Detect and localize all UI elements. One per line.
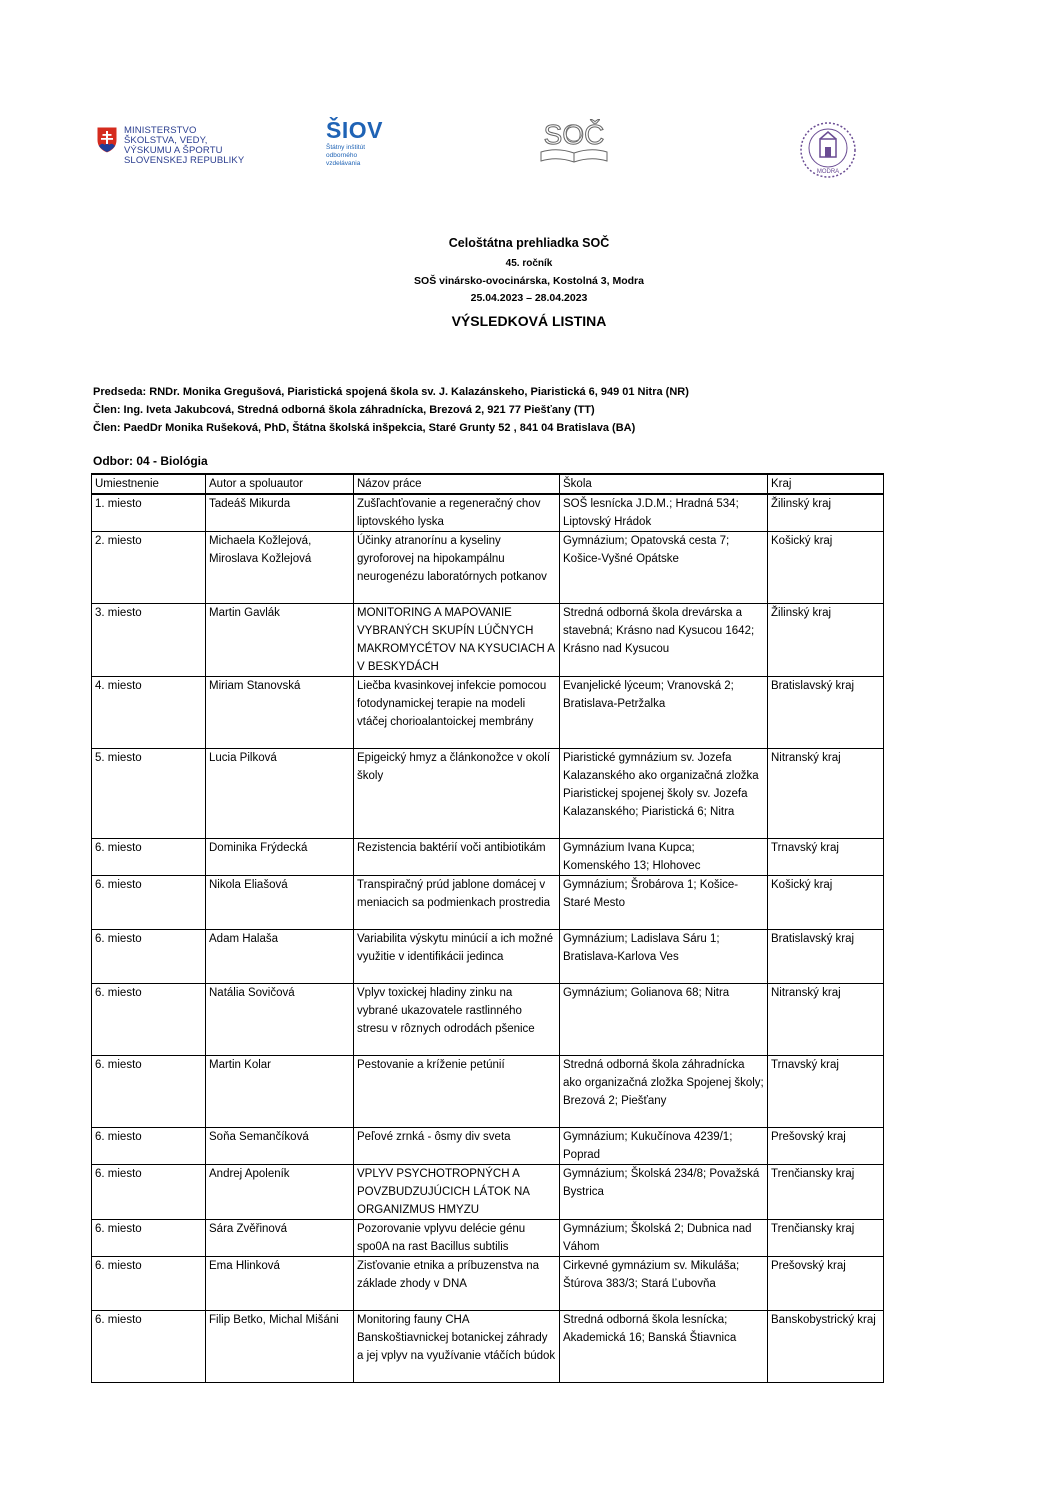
field-label: Odbor: 04 - Biológia xyxy=(93,454,208,468)
event-dates: 25.04.2023 – 28.04.2023 xyxy=(470,292,588,304)
cell-region: Trenčiansky kraj xyxy=(768,1220,884,1257)
cell-school: SOŠ lesnícka J.D.M.; Hradná 534; Liptovský Hrádok xyxy=(560,494,768,532)
cell-region: Košický kraj xyxy=(768,876,884,930)
cell-region: Bratislavský kraj xyxy=(768,930,884,984)
cell-author: Adam Halaša xyxy=(206,930,354,984)
cell-region: Trenčiansky kraj xyxy=(768,1165,884,1220)
siov-title: ŠIOV xyxy=(326,117,383,143)
cell-title: MONITORING A MAPOVANIE VYBRANÝCH SKUPÍN LÚČNYCH MAKROMYCÉTOV NA KYSUCIACH A V BESKYDÁCH xyxy=(354,604,560,677)
cell-title: Vplyv toxickej hladiny zinku na vybrané ukazovatele rastlinného stresu v rôznych odrodách pšenice xyxy=(354,984,560,1056)
table-row xyxy=(92,930,884,984)
cell-region: Trnavský kraj xyxy=(768,839,884,876)
table-row xyxy=(92,1257,884,1311)
cell-region: Prešovský kraj xyxy=(768,1128,884,1165)
cell-place: 6. miesto xyxy=(92,1220,206,1257)
table-row xyxy=(92,1220,884,1257)
results-body xyxy=(92,494,884,1383)
table-row xyxy=(92,1128,884,1165)
cell-school: Gymnázium; Ladislava Sáru 1; Bratislava-Karlova Ves xyxy=(560,930,768,984)
cell-place: 6. miesto xyxy=(92,839,206,876)
header-place: Umiestnenie xyxy=(92,474,206,494)
ministry-line: MINISTERSTVO xyxy=(124,125,197,136)
cell-place: 6. miesto xyxy=(92,1128,206,1165)
cell-school: Piaristické gymnázium sv. Jozefa Kalazanského ako organizačná zložka Piaristickej spojenej školy sv. Jozefa Kalazanského; Piaristická 6; Nitra xyxy=(560,749,768,839)
ministry-line: ŠKOLSTVA, VEDY, xyxy=(124,135,208,146)
cell-author: Dominika Frýdecká xyxy=(206,839,354,876)
table-row xyxy=(92,749,884,839)
cell-place: 1. miesto xyxy=(92,494,206,532)
cell-title: Monitoring fauny CHA Banskoštiavnickej botanickej záhrady a jej vplyv na využívanie vtáčích búdok xyxy=(354,1311,560,1383)
cell-region: Žilinský kraj xyxy=(768,604,884,677)
table-row xyxy=(92,876,884,930)
cell-school: Cirkevné gymnázium sv. Mikuláša; Štúrova 383/3; Stará Ľubovňa xyxy=(560,1257,768,1311)
header-region: Kraj xyxy=(768,474,884,494)
cell-school: Gymnázium Ivana Kupca; Komenského 13; Hlohovec xyxy=(560,839,768,876)
header-school: Škola xyxy=(560,474,768,494)
cell-author: Natália Sovičová xyxy=(206,984,354,1056)
table-row xyxy=(92,839,884,876)
cell-place: 6. miesto xyxy=(92,930,206,984)
cell-author: Tadeáš Mikurda xyxy=(206,494,354,532)
cell-author: Filip Betko, Michal Mišáni xyxy=(206,1311,354,1383)
cell-title: Variabilita výskytu minúcií a ich možné využitie v identifikácii jedinca xyxy=(354,930,560,984)
cell-place: 5. miesto xyxy=(92,749,206,839)
cell-school: Evanjelické lýceum; Vranovská 2; Bratislava-Petržalka xyxy=(560,677,768,749)
cell-place: 6. miesto xyxy=(92,1311,206,1383)
cell-place: 2. miesto xyxy=(92,532,206,604)
cell-school: Gymnázium; Školská 2; Dubnica nad Váhom xyxy=(560,1220,768,1257)
svg-text:SOČ: SOČ xyxy=(543,119,605,150)
table-row xyxy=(92,677,884,749)
cell-region: Nitranský kraj xyxy=(768,984,884,1056)
table-row xyxy=(92,532,884,604)
header-title: Názov práce xyxy=(354,474,560,494)
event-venue: SOŠ vinársko-ovocinárska, Kostolná 3, Modra xyxy=(414,275,644,287)
cell-author: Andrej Apoleník xyxy=(206,1165,354,1220)
table-row xyxy=(92,1311,884,1383)
cell-title: Epigeický hmyz a článkonožce v okolí školy xyxy=(354,749,560,839)
header-author: Autor a spoluautor xyxy=(206,474,354,494)
cell-school: Gymnázium; Golianova 68; Nitra xyxy=(560,984,768,1056)
cell-title: Transpiračný prúd jablone domácej v meniacich sa podmienkach prostredia xyxy=(354,876,560,930)
cell-author: Ema Hlinková xyxy=(206,1257,354,1311)
cell-school: Gymnázium; Opatovská cesta 7; Košice-Vyšné Opátske xyxy=(560,532,768,604)
table-row xyxy=(92,604,884,677)
cell-author: Martin Gavlák xyxy=(206,604,354,677)
results-list-title: VÝSLEDKOVÁ LISTINA xyxy=(451,313,607,329)
event-title: Celoštátna prehliadka SOČ xyxy=(448,236,610,250)
table-row xyxy=(92,1165,884,1220)
cell-author: Nikola Eliašová xyxy=(206,876,354,930)
event-year: 45. ročník xyxy=(505,258,553,269)
table-row xyxy=(92,1056,884,1128)
cell-title: Pestovanie a kríženie petúnií xyxy=(354,1056,560,1128)
cell-region: Žilinský kraj xyxy=(768,494,884,532)
ministry-name xyxy=(124,126,244,166)
ministry-line: VÝSKUMU A ŠPORTU xyxy=(124,145,223,156)
ministry-line: SLOVENSKEJ REPUBLIKY xyxy=(124,155,245,166)
cell-title: Liečba kvasinkovej infekcie pomocou fotodynamickej terapie na modeli vtáčej chorioalantoickej membrány xyxy=(354,677,560,749)
cell-title: Účinky atranorínu a kyseliny gyroforovej na hipokampálnu neurogenézu laboratórnych potkanov xyxy=(354,532,560,604)
cell-author: Sára Zvěřinová xyxy=(206,1220,354,1257)
cell-title: Zušľachťovanie a regeneračný chov liptovského lyska xyxy=(354,494,560,532)
siov-subtitle: Štátny inštitút odborného vzdelávania xyxy=(326,144,366,167)
cell-place: 4. miesto xyxy=(92,677,206,749)
cell-title: Pozorovanie vplyvu delécie génu spo0A na rast Bacillus subtilis xyxy=(354,1220,560,1257)
cell-author: Michaela Kožlejová, Miroslava Kožlejová xyxy=(206,532,354,604)
cell-school: Gymnázium; Školská 234/8; Považská Bystrica xyxy=(560,1165,768,1220)
cell-title: VPLYV PSYCHOTROPNÝCH A POVZBUDZUJÚCICH LÁTOK NA ORGANIZMUS HMYZU xyxy=(354,1165,560,1220)
cell-region: Trnavský kraj xyxy=(768,1056,884,1128)
cell-author: Lucia Pilková xyxy=(206,749,354,839)
modra-label: MODRA xyxy=(816,169,840,175)
slovak-coat-of-arms-icon xyxy=(96,126,118,154)
open-book-icon xyxy=(535,118,613,166)
cell-place: 6. miesto xyxy=(92,1056,206,1128)
cell-place: 6. miesto xyxy=(92,1165,206,1220)
cell-region: Prešovský kraj xyxy=(768,1257,884,1311)
cell-region: Banskobystrický kraj xyxy=(768,1311,884,1383)
logo-bar xyxy=(0,0,1058,200)
table-header-row xyxy=(92,474,884,494)
modra-crest-icon xyxy=(799,121,857,179)
cell-region: Nitranský kraj xyxy=(768,749,884,839)
cell-school: Stredná odborná škola záhradnícka ako organizačná zložka Spojenej školy; Brezová 2; Piešťany xyxy=(560,1056,768,1128)
cell-title: Peľové zrnká - ôsmy div sveta xyxy=(354,1128,560,1165)
cell-author: Martin Kolar xyxy=(206,1056,354,1128)
siov-logo xyxy=(326,118,386,168)
cell-school: Stredná odborná škola drevárska a stavebná; Krásno nad Kysucou 1642; Krásno nad Kysucou xyxy=(560,604,768,677)
results-table xyxy=(91,473,884,1383)
table-row xyxy=(92,984,884,1056)
table-row xyxy=(92,494,884,532)
committee-chair: Predseda: RNDr. Monika Gregušová, Piaristická spojená škola sv. J. Kalazánskeho, Piaristická 6, 949 01 Nitra (NR) xyxy=(93,386,689,398)
cell-place: 6. miesto xyxy=(92,984,206,1056)
cell-place: 6. miesto xyxy=(92,876,206,930)
cell-author: Miriam Stanovská xyxy=(206,677,354,749)
cell-region: Košický kraj xyxy=(768,532,884,604)
soc-logo xyxy=(535,118,613,166)
cell-region: Bratislavský kraj xyxy=(768,677,884,749)
committee-member: Člen: Ing. Iveta Jakubcová, Stredná odborná škola záhradnícka, Brezová 2, 921 77 Piešťany (TT) xyxy=(93,404,595,416)
cell-title: Zisťovanie etnika a príbuzenstva na základe zhody v DNA xyxy=(354,1257,560,1311)
cell-place: 3. miesto xyxy=(92,604,206,677)
cell-place: 6. miesto xyxy=(92,1257,206,1311)
ministry-logo xyxy=(96,126,244,166)
cell-author: Soňa Semančíková xyxy=(206,1128,354,1165)
cell-school: Gymnázium; Kukučínova 4239/1; Poprad xyxy=(560,1128,768,1165)
committee-member: Člen: PaedDr Monika Rušeková, PhD, Štátna školská inšpekcia, Staré Grunty 52 , 841 04 Bratislava (BA) xyxy=(93,422,636,434)
cell-school: Stredná odborná škola lesnícka; Akademická 16; Banská Štiavnica xyxy=(560,1311,768,1383)
cell-school: Gymnázium; Šrobárova 1; Košice-Staré Mesto xyxy=(560,876,768,930)
cell-title: Rezistencia baktérií voči antibiotikám xyxy=(354,839,560,876)
modra-logo xyxy=(799,121,857,179)
